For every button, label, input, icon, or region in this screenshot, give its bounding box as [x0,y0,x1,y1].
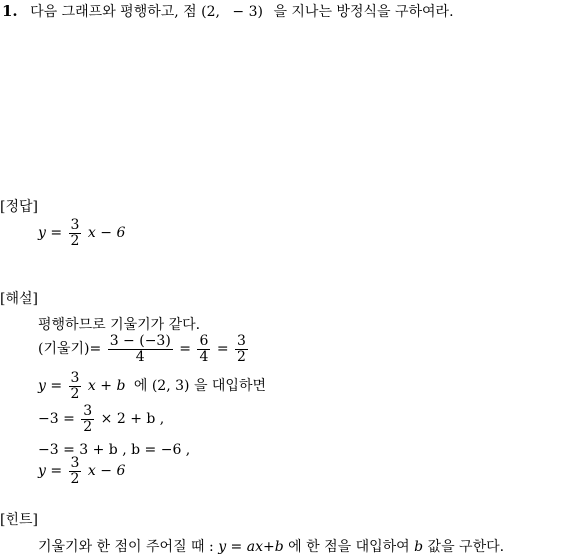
answer-fraction: $\frac{3}{2}$ [70,217,80,249]
answer-lhs: y = [38,225,63,242]
hint-heading: [힌트] [0,512,38,528]
solution-line-6: y = $\frac{3}{2}$ x − 6 [38,455,126,487]
question-line [2,4,454,19]
hint-text: 기울기와 한 점이 주어질 때 : y = ax+b 에 한 점을 대입하여 b 값을 구한다. [38,539,505,555]
slope-fraction-1: $\frac{3 - (-3)}{4}$ [109,333,171,365]
slope-fraction-2: $\frac{6}{4}$ [199,333,209,365]
answer-equation [38,218,125,248]
solution-heading: [해설] [0,291,38,307]
answer-rest: x − 6 [87,225,126,242]
question-text-1: 다음 그래프와 평행하고, 점 (2, [30,4,220,20]
solution-line-4-fraction: $\frac{3}{2}$ [83,403,93,435]
solution-line-6-fraction: $\frac{3}{2}$ [70,455,80,487]
question-text-2: − 3) [232,4,263,20]
hint-formula: y = ax+b [218,539,284,555]
question-number: 1. [2,2,18,20]
question-text-3: 을 지나는 방정식을 구하여라. [273,4,454,20]
solution-line-3: y = $\frac{3}{2}$ x + b 에 (2, 3) 을 대입하면 [38,370,267,402]
slope-label: (기울기)= [38,341,102,358]
solution-line-1: 평행하므로 기울기가 같다. [38,317,201,333]
solution-line-5: −3 = 3 + b , b = −6 , [38,442,191,458]
solution-line-2: (기울기)= $\frac{3 - (-3)}{4}$ = $\frac{6}{4}$ = $\frac{3}{2}$ [38,333,246,365]
slope-fraction-3: $\frac{3}{2}$ [237,333,246,365]
solution-line-3-fraction: $\frac{3}{2}$ [70,370,80,402]
answer-heading: [정답] [0,199,38,215]
solution-line-4: −3 = $\frac{3}{2}$ × 2 + b , [38,403,165,435]
